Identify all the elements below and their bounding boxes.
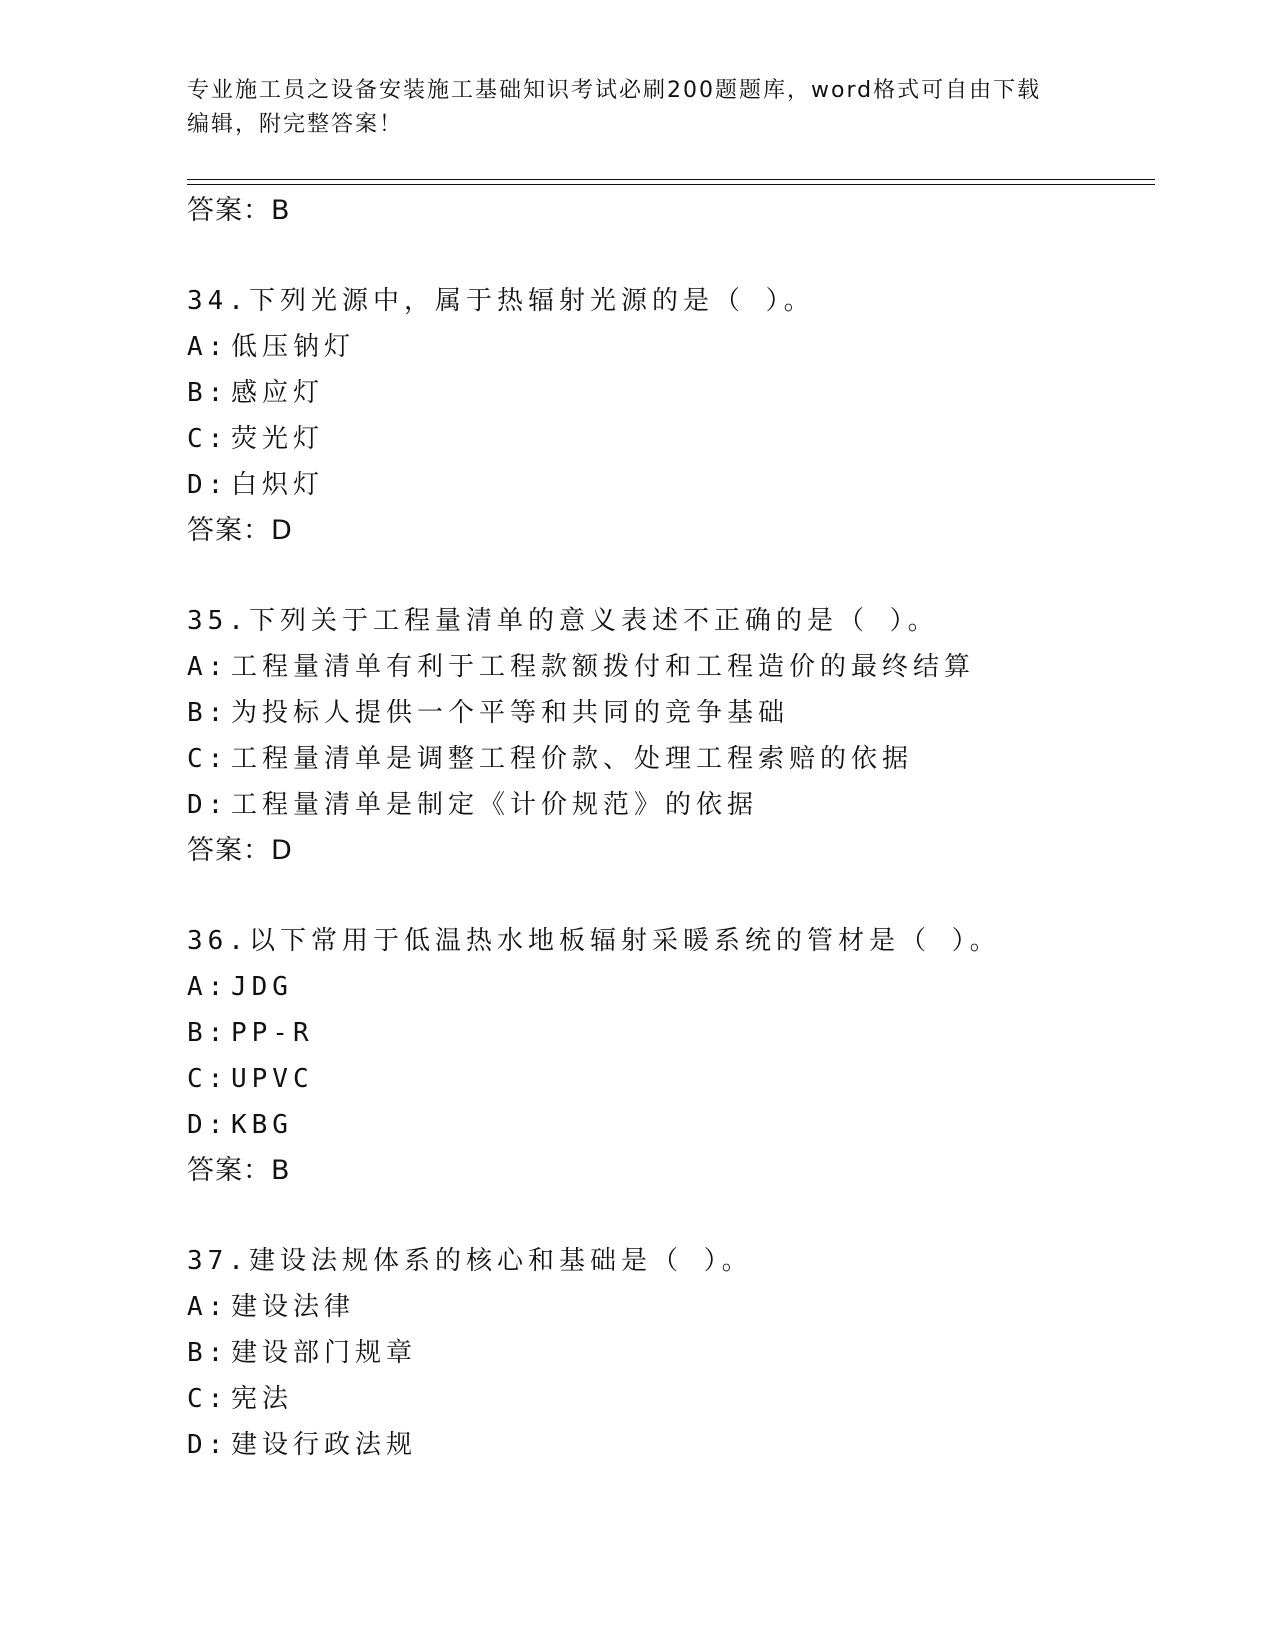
option-text: 建设部门规章 (231, 1338, 418, 1368)
question-block (187, 278, 1155, 554)
option-key: C: (187, 1064, 229, 1094)
question-answer: 答案：B (187, 1155, 291, 1186)
option-text: 低压钠灯 (231, 332, 356, 362)
option-text: 感应灯 (231, 378, 325, 408)
option-key: A: (187, 332, 229, 362)
option-key: C: (187, 1384, 229, 1414)
option-b (187, 1330, 1155, 1376)
option-key: A: (187, 1292, 229, 1322)
question-answer: 答案：D (187, 515, 293, 546)
document-header (187, 74, 1087, 142)
option-key: A: (187, 652, 229, 682)
option-key: D: (187, 470, 229, 500)
option-d (187, 462, 1155, 508)
option-text: 建设法律 (231, 1292, 356, 1322)
option-key: B: (187, 1338, 229, 1368)
option-d (187, 1102, 1155, 1148)
option-c (187, 736, 1155, 782)
option-a (187, 324, 1155, 370)
option-text: UPVC (231, 1064, 314, 1094)
header-divider-bottom (187, 184, 1155, 185)
option-text: JDG (231, 972, 293, 1002)
header-line-2: 编辑，附完整答案！ (187, 112, 404, 137)
question-block (187, 918, 1155, 1194)
question-list (187, 188, 1155, 1468)
option-c (187, 1056, 1155, 1102)
option-c (187, 416, 1155, 462)
option-b (187, 370, 1155, 416)
option-text: 荧光灯 (231, 424, 325, 454)
option-text: 工程量清单是调整工程价款、处理工程索赔的依据 (231, 744, 914, 774)
option-key: C: (187, 744, 229, 774)
option-d (187, 782, 1155, 828)
spacer (187, 874, 1155, 918)
spacer (187, 554, 1155, 598)
question-block (187, 1238, 1155, 1468)
option-text: KBG (231, 1110, 293, 1140)
question-stem: 34.下列光源中，属于热辐射光源的是（ ）。 (187, 286, 815, 316)
option-key: D: (187, 1430, 229, 1460)
option-key: D: (187, 790, 229, 820)
option-key: B: (187, 1018, 229, 1048)
option-a (187, 964, 1155, 1010)
option-key: D: (187, 1110, 229, 1140)
option-b (187, 690, 1155, 736)
option-a (187, 644, 1155, 690)
option-text: 建设行政法规 (231, 1430, 418, 1460)
question-stem: 37.建设法规体系的核心和基础是（ ）。 (187, 1246, 753, 1276)
option-a (187, 1284, 1155, 1330)
option-text: PP-R (231, 1018, 314, 1048)
header-divider-top (187, 179, 1155, 180)
option-d (187, 1422, 1155, 1468)
question-stem: 35.下列关于工程量清单的意义表述不正确的是（ ）。 (187, 606, 939, 636)
option-b (187, 1010, 1155, 1056)
option-text: 宪法 (231, 1384, 294, 1414)
option-key: C: (187, 424, 229, 454)
option-text: 为投标人提供一个平等和共同的竞争基础 (231, 698, 790, 728)
option-text: 工程量清单有利于工程款额拨付和工程造价的最终结算 (231, 652, 976, 682)
header-line-1: 专业施工员之设备安装施工基础知识考试必刷200题题库，word格式可自由下载 (187, 78, 1042, 103)
spacer (187, 1194, 1155, 1238)
option-c (187, 1376, 1155, 1422)
option-text: 白炽灯 (231, 470, 325, 500)
question-stem: 36.以下常用于低温热水地板辐射采暖系统的管材是（ ）。 (187, 926, 1001, 956)
option-text: 工程量清单是制定《计价规范》的依据 (231, 790, 759, 820)
question-block (187, 598, 1155, 874)
spacer (187, 234, 1155, 278)
option-key: B: (187, 378, 229, 408)
option-key: B: (187, 698, 229, 728)
question-answer: 答案：D (187, 835, 293, 866)
option-key: A: (187, 972, 229, 1002)
previous-question-answer: 答案：B (187, 195, 291, 226)
